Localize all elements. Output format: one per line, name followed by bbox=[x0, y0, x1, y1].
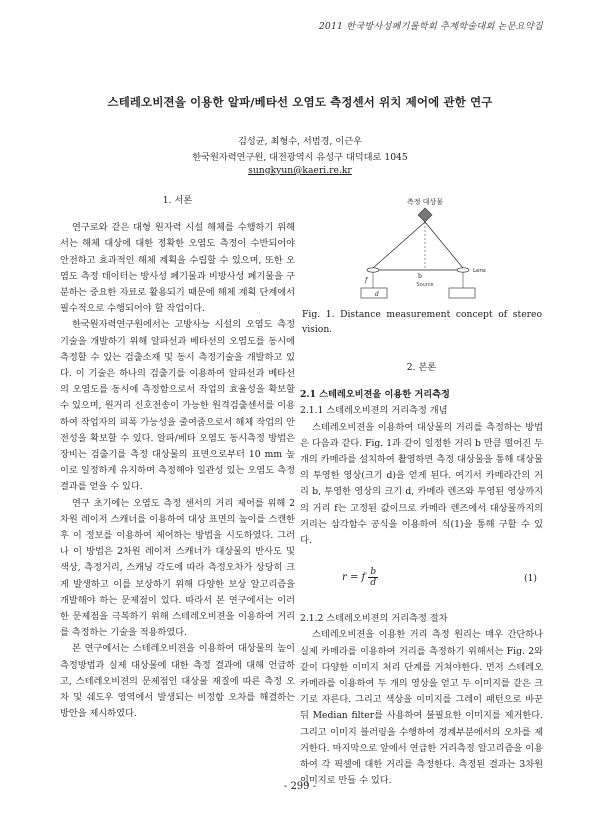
subsubsection-heading: 2.1.1 스테레오비젼의 거리측정 개념 bbox=[300, 405, 448, 417]
equation-lhs: r = f bbox=[342, 572, 366, 584]
authors: 김성균, 최형수, 서범경, 이근우 bbox=[237, 136, 363, 147]
right-lens-icon bbox=[457, 268, 469, 272]
figure-caption: Fig. 1. Distance measurement concept of stereo vision. bbox=[302, 309, 542, 335]
section-heading-body: 2. 본론 bbox=[406, 362, 437, 373]
page-number: - 299 - bbox=[283, 781, 317, 792]
subsubsection-heading: 2.1.2 스테레오비젼의 거리측정 절차 bbox=[300, 613, 448, 625]
equation-number: (1) bbox=[523, 573, 537, 585]
equation-fraction bbox=[368, 567, 378, 588]
body-paragraph: 스테레오비젼을 이용한 거리 측정 원리는 매우 간단하나 실제 카메라를 이용하여 거리를 측정하기 위해서는 Fig. 2와 같이 다양한 이미지 처리 단계를 거쳐야한다. 먼저 스테레오카메라를 이용하여 두 개의 영상을 얻고 두 이미지를 같은 크기로 자른다. 그리고 색상을 이미지를 그레이 패턴으로 바꾼 뒤 Median filter를 사용하여 불필요한 이미지를 제거한다. 그리고 이미지 블러링을 수행하여 경계부분에서의 오차를 제거한다. 마지막으로 앞에서 연급한 거리측정 알고리즘을 이용하여 각 픽셀에 대한 거리를 측정한다. 측정된 결과는 3차원 이미지로 만들 수 있다. bbox=[300, 629, 543, 787]
author-email bbox=[30, 165, 570, 176]
intro-paragraph: 본 연구에서는 스테레오비젼을 이용하여 대상물의 높이 측정방법과 실제 대상물에 대한 측정 결과에 대해 언급하고, 스테레오비젼의 문제점인 대상물 재질에 따른 측정 오차 및 쉐도우 영역에서 발생되는 비정함 오차를 해결하는 방안을 제시하였다. bbox=[60, 643, 295, 720]
figure-label-object: 측정 대상물 bbox=[406, 198, 444, 206]
right-column bbox=[300, 360, 543, 789]
figure-label-f: f bbox=[365, 277, 368, 284]
equation-denominator: d bbox=[370, 578, 377, 589]
figure-label-lens: Lens bbox=[473, 268, 486, 274]
equation-1 bbox=[300, 561, 543, 597]
conference-header: 2011 한국방사성폐기물학회 추계학술대회 논문요약집 bbox=[318, 21, 543, 32]
figure-label-source: Source bbox=[416, 282, 434, 288]
stereo-vision-figure bbox=[345, 196, 505, 304]
author-email-text: sungkyun@kaeri.re.kr bbox=[248, 165, 352, 176]
left-lens-icon bbox=[367, 268, 379, 272]
left-column bbox=[60, 193, 295, 723]
equation-body bbox=[342, 567, 378, 588]
equation-numerator: b bbox=[370, 567, 377, 578]
figure-label-b: b bbox=[418, 273, 422, 280]
intro-paragraph: 한국원자력연구원에서는 고방사능 시설의 오염도 측정 기술을 개발하기 위해 알파선과 베타선의 오염도를 동시에 측정할 수 있는 검출소재 및 동시 측정기술을 개발하고 있다. 이 기술은 하나의 검출기를 이용하여 알파선과 베타선의 오염도를 동시에 측정함으로서 작업의 효율성을 확보할 수 있으며, 원거리 신호전송이 가능한 원격검출센서를 이용하여 작업자의 피폭 가능성을 줄여줌으로서 해체 작업의 안전성을 확보할 수 있다. 알파/베타 오염도 동시측정 방법은 장비는 검출기를 측정 대상물의 표면으로부터 10 mm 높이로 일정하게 유지하며 측정해야 일관성 있는 오염도 측정 결과를 얻을 수 있다. bbox=[60, 319, 295, 493]
body-paragraph: 스테레오비젼을 이용하여 대상물의 거리를 측정하는 방법은 다음과 같다. Fig. 1과 같이 일정한 거리 b 만큼 떨어진 두 개의 카메라를 설치하여 촬영하면 측정 대상물을 통해 대상물의 투영한 영상(크기 d)을 얻게 된다. 여기서 카메라간의 거리 b, 투영한 영상의 크기 d, 카메라 렌즈와 투영된 영상까지의 거리 f는 고정된 값이므로 카메라 렌즈에서 대상물까지의 거리는 삼각함수 공식을 이용하여 식(1)을 통해 구할 수 있다. bbox=[300, 421, 543, 547]
section-heading-intro: 1. 서론 bbox=[162, 195, 193, 206]
paper-title: 스테레오비젼을 이용한 알파/베타선 오염도 측정센서 위치 제어에 관한 연구 bbox=[107, 95, 493, 109]
figure-label-d: d bbox=[375, 291, 379, 298]
left-image-plane bbox=[361, 288, 387, 298]
subsection-heading: 2.1 스테레오비젼을 이용한 거리측정 bbox=[300, 389, 450, 401]
right-image-plane bbox=[449, 288, 475, 298]
intro-paragraph: 연구로와 같은 대형 원자력 시설 해체를 수행하기 위해서는 해체 대상에 대한 정확한 오염도 측정이 수반되어야 안전하고 효과적인 해체 계획을 수립할 수 있으며, 또한 오염도 측정 데이터는 방사성 폐기물과 비방사성 폐기물을 구분하는 중요한 자료로 활용되기 때문에 해체 계획 단계에서 필수적으로 수행되어야 할 작업이다. bbox=[60, 222, 295, 315]
intro-paragraph: 연구 초기에는 오염도 측정 센서의 거리 제어를 위해 2차원 레이저 스캐너를 이용하여 대상 표면의 높이를 스캔한 후 이 정보를 이용하여 제어하는 방법을 시도하였다. 그러나 이 방법은 2차원 레이저 스캐너가 대상물의 반사도 및 색상, 측정거리, 스캐닝 각도에 따라 측정오차가 상당히 크게 발생하고 이를 보상하기 위해 다양한 보상 알고리즘을 개발해야 하는 문제점이 있다. 따라서 본 연구에서는 이러한 문제점을 극복하기 위해 스테레오비젼을 이용하여 거리를 측정하는 기술을 적용하였다. bbox=[60, 497, 295, 639]
target-object-shape bbox=[418, 208, 432, 222]
affiliation: 한국원자력연구원, 대전광역시 유성구 대덕대로 1045 bbox=[192, 152, 408, 163]
